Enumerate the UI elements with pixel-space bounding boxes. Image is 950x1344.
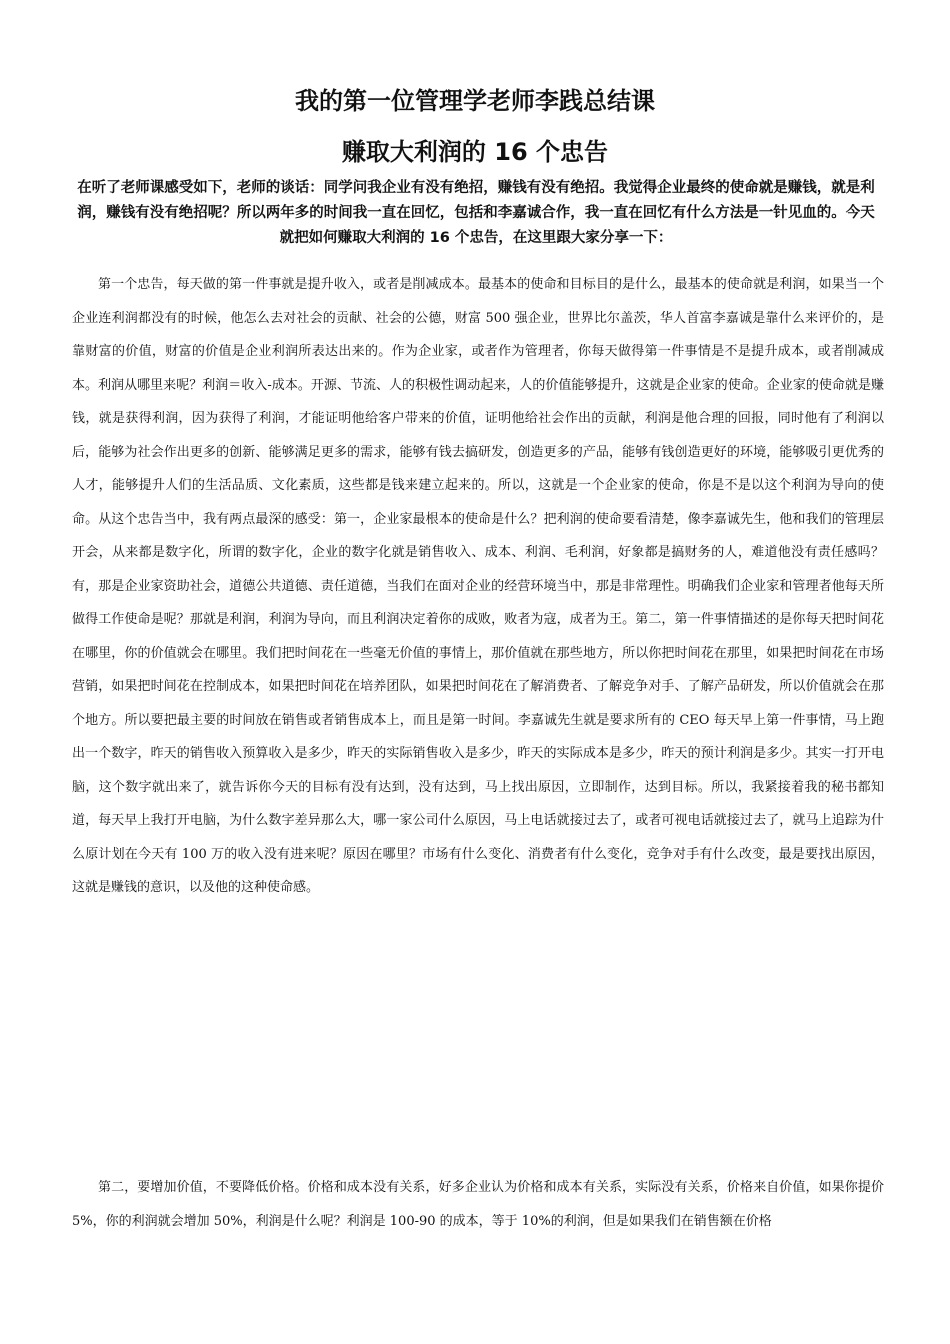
intro-paragraph: 在听了老师课感受如下，老师的谈话：同学问我企业有没有绝招，赚钱有没有绝招。我觉得企业最终的使命就是赚钱，就是利润，赚钱有没有绝招呢？所以两年多的时间我一直在回忆，包括和李嘉诚合作，我一直在回忆有什么方法是一针见血的。今天就把如何赚取大利润的 16 个忠告，在这里跟大家分享一下： (77, 180, 875, 246)
body-paragraph-1: 第一个忠告，每天做的第一件事就是提升收入，或者是削减成本。最基本的使命和目标目的是什么，最基本的使命就是利润，如果当一个企业连利润都没有的时候，他怎么去对社会的贡献、社会的公德，财富 500 强企业，世界比尔盖茨，华人首富李嘉诚是靠什么来评价的，是靠财富的价值，财富的价值是企业利润所表达出来的。作为企业家，或者作为管理者，你每天做得第一件事情是不是提升成本，或者削减成本。利润从哪里来呢？利润＝收入-成本。开源、节流、人的积极性调动起来，人的价值能够提升，这就是企业家的使命。企业家的使命就是赚钱，就是获得利润，因为获得了利润，才能证明他给客户带来的价值，证明他给社会作出的贡献，利润是他合理的回报，同时他有了利润以后，能够为社会作出更多的创新、能够满足更多的需求，能够有钱去搞研发，创造更多的产品，能够有钱创造更好的环境，能够吸引更优秀的人才，能够提升人们的生活品质、文化素质，这些都是钱来建立起来的。所以，这就是一个企业家的使命，你是不是以这个利润为导向的使命。从这个忠告当中，我有两点最深的感受：第一，企业家最根本的使命是什么？把利润的使命要看清楚，像李嘉诚先生，他和我们的管理层开会，从来都是数字化，所谓的数字化，企业的数字化就是销售收入、成本、利润、毛利润，好象都是搞财务的人，难道他没有责任感吗？有，那是企业家资助社会，道德公共道德、责任道德，当我们在面对企业的经营环境当中，那是非常理性。明确我们企业家和管理者他每天所做得工作使命是呢？那就是利润，利润为导向，而且利润决定着你的成败，败者为寇，成者为王。第二，第一件事情描述的是你每天把时间花在哪里，你的价值就会在哪里。我们把时间花在一些毫无价值的事情上，那价值就在那些地方，所以你把时间花在那里，如果把时间花在市场营销，如果把时间花在控制成本，如果把时间花在培养团队，如果把时间花在了解消费者、了解竞争对手、了解产品研发，所以价值就会在那个地方。所以要把最主要的时间放在销售或者销售成本上，而且是第一时间。李嘉诚先生就是要求所有的 CEO 每天早上第一件事情，马上跑出一个数字，昨天的销售收入预算收入是多少，昨天的实际销售收入是多少，昨天的实际成本是多少，昨天的预计利润是多少。其实一打开电脑，这个数字就出来了，就告诉你今天的目标有没有达到，没有达到，马上找出原因，立即制作，达到目标。所以，我紧接着我的秘书都知道，每天早上我打开电脑，为什么数字差异那么大，哪一家公司什么原因，马上电话就接过去了，或者可视电话就接过去了，就马上追踪为什么原计划在今天有 100 万的收入没有进来呢？原因在哪里？市场有什么变化、消费者有什么变化，竞争对手有什么改变，最是要找出原因，这就是赚钱的意识，以及他的这种使命感。 (72, 277, 884, 895)
body-paragraph-2: 第二，要增加价值，不要降低价格。价格和成本没有关系，好多企业认为价格和成本有关系，实际没有关系，价格来自价值，如果你提价 5%，你的利润就会增加 50%，利润是什么呢？利润是 100-90 的成本，等于 10%的利润，但是如果我们在销售额在价格 (72, 1180, 884, 1229)
document-subtitle: 赚取大利润的 16 个忠告 (341, 138, 609, 166)
document-title: 我的第一位管理学老师李践总结课 (295, 87, 655, 115)
